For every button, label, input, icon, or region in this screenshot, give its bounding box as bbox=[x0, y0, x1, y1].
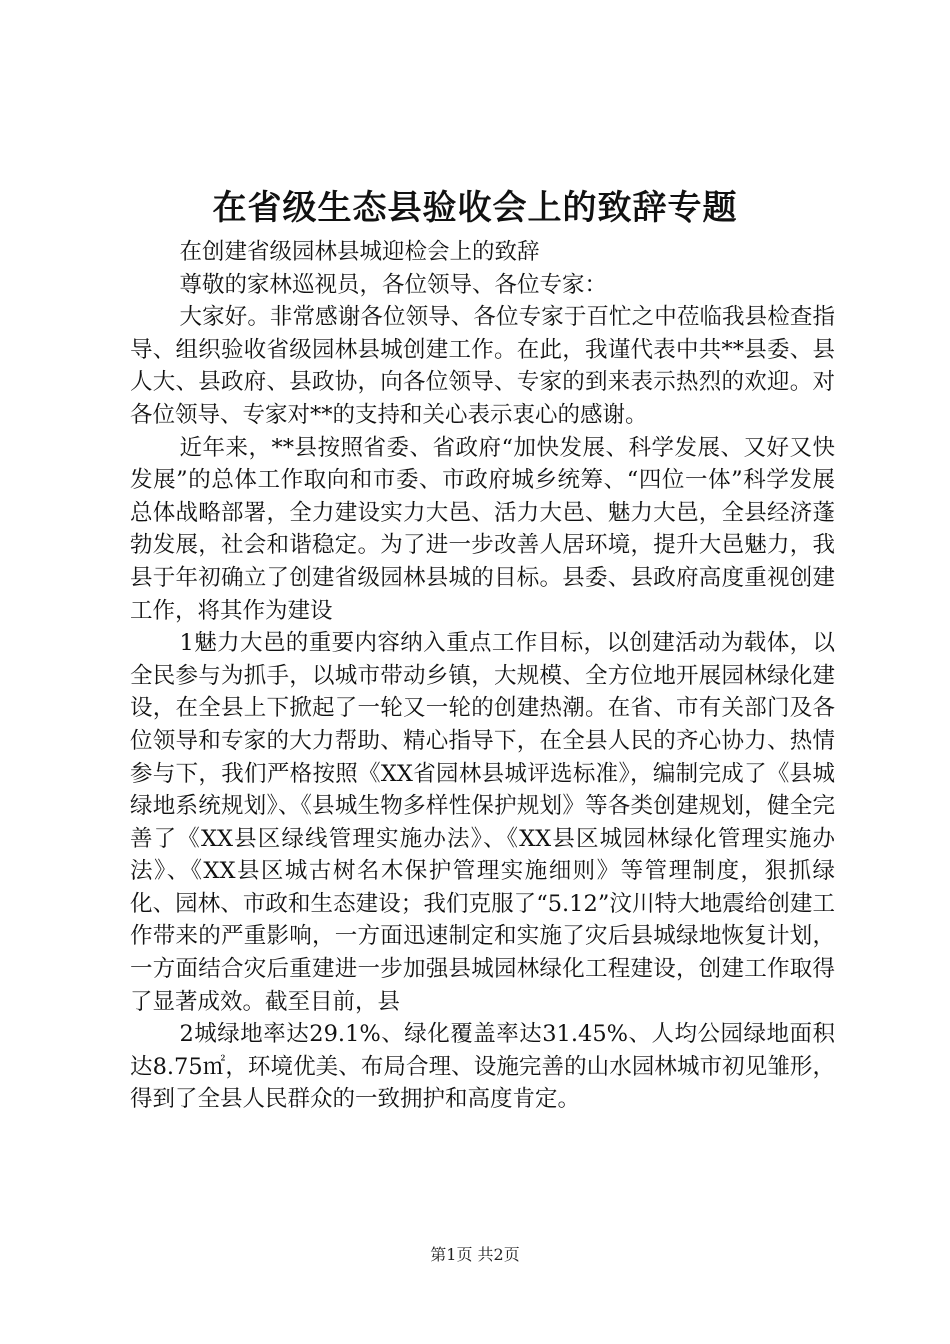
paragraph-greeting: 大家好。非常感谢各位领导、各位专家于百忙之中莅临我县检查指导、组织验收省级园林县城创建工作。在此，我谨代表中共**县委、县人大、县政府、县政协，向各位领导、专家的到来表示热烈的欢迎。对各位领导、专家对**的支持和关心表示衷心的感谢。 bbox=[130, 304, 835, 428]
page-number-footer: 第1页 共2页 bbox=[430, 1245, 520, 1264]
paragraph-subtitle: 在创建省级园林县城迎检会上的致辞 bbox=[179, 239, 540, 265]
document-title: 在省级生态县验收会上的致辞专题 bbox=[212, 188, 738, 228]
paragraph-background: 近年来，**县按照省委、省政府“加快发展、科学发展、又好又快发展”的总体工作取向和市委、市政府城乡统筹、“四位一体”科学发展总体战略部署，全力建设实力大邑、活力大邑、魅力大邑，全县经济蓬勃发展，社会和谐稳定。为了进一步改善人居环境，提升大邑魅力，我县于年初确立了创建省级园林县城的目标。县委、县政府高度重视创建工作，将其作为建设 bbox=[130, 434, 835, 624]
paragraph-salutation: 尊敬的家林巡视员，各位领导、各位专家： bbox=[179, 271, 608, 298]
paragraph-results: 2城绿地率达29.1%、绿化覆盖率达31.45%、人均公园绿地面积达8.75㎡，环境优美、布局合理、设施完善的山水园林城市初见雏形，得到了全县人民群众的一致拥护和高度肯定。 bbox=[130, 1021, 835, 1113]
paragraph-achievements: 1魅力大邑的重要内容纳入重点工作目标，以创建活动为载体，以全民参与为抓手，以城市带动乡镇，大规模、全方位地开展园林绿化建设，在全县上下掀起了一轮又一轮的创建热潮。在省、市有关部门及各位领导和专家的大力帮助、精心指导下，在全县人民的齐心协力、热情参与下，我们严格按照《XX省园林县城评选标准》，编制完成了《县城绿地系统规划》、《县城生物多样性保护规划》等各类创建规划，健全完善了《XX县区绿线管理实施办法》、《XX县区城园林绿化管理实施办法》、《XX县区城古树名木保护管理实施细则》等管理制度，狠抓绿化、园林、市政和生态建设；我们克服了“5.12”汶川特大地震给创建工作带来的严重影响，一方面迅速制定和实施了灾后县城绿地恢复计划，一方面结合灾后重建进一步加强县城园林绿化工程建设，创建工作取得了显著成效。截至目前，县 bbox=[130, 630, 835, 1015]
document-body bbox=[130, 236, 835, 1116]
